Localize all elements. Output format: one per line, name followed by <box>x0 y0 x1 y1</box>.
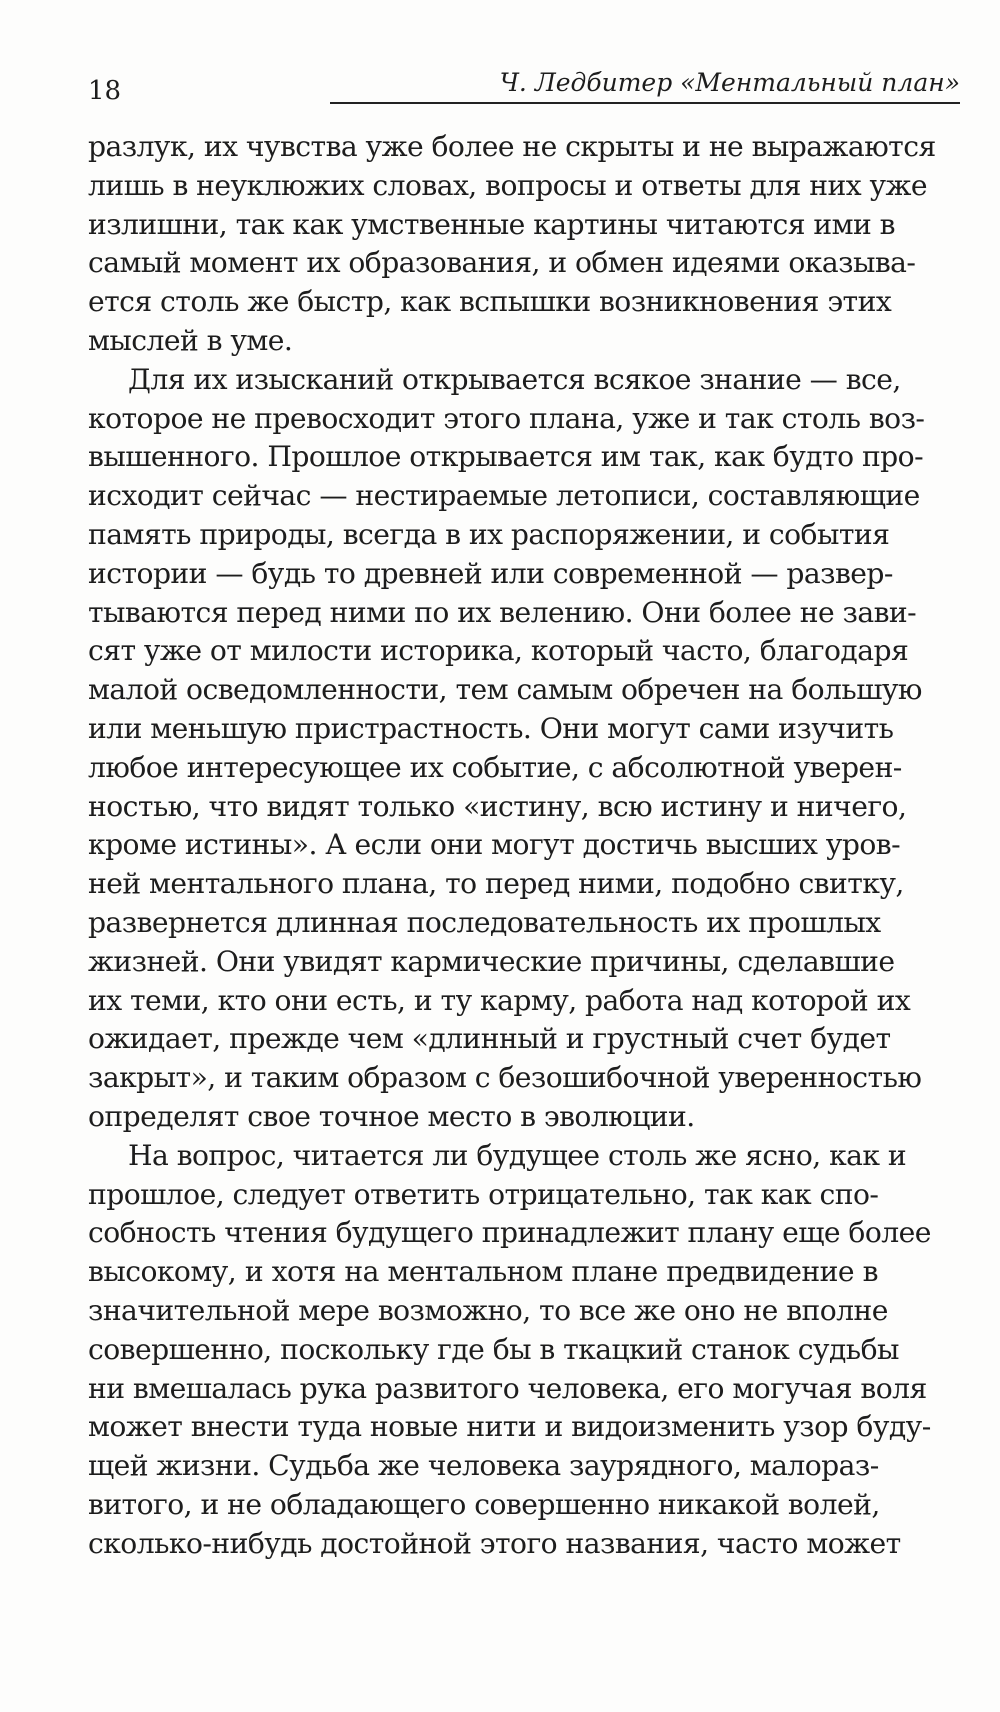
text-line: витого, и не обладающего совершенно никакой волей, <box>88 1487 880 1521</box>
text-line: ни вмешалась рука развитого человека, его могучая воля <box>88 1371 927 1405</box>
text-line: лишь в неуклюжих словах, вопросы и ответы для них уже <box>88 168 928 202</box>
text-line: исходит сейчас — нестираемые летописи, составляющие <box>88 479 920 513</box>
page-header <box>88 64 960 106</box>
text-line: может внести туда новые нити и видоизменить узор буду- <box>88 1410 931 1444</box>
text-line: кроме истины». А если они могут достичь высших уров- <box>88 828 901 862</box>
text-line: малой осведомленности, тем самым обречен на большую <box>88 673 922 707</box>
text-line: излишни, так как умственные картины читаются ими в <box>88 207 895 241</box>
text-line: или меньшую пристрастность. Они могут сами изучить <box>88 711 894 745</box>
text-line: совершенно, поскольку где бы в ткацкий станок судьбы <box>88 1332 899 1366</box>
text-line: память природы, всегда в их распоряжении, и события <box>88 517 890 551</box>
text-line: ожидает, прежде чем «длинный и грустный счет будет <box>88 1022 891 1056</box>
text-line: истории — будь то древней или современной — развер- <box>88 556 893 590</box>
text-line: сколько-нибудь достойной этого названия, часто может <box>88 1526 901 1560</box>
text-line: щей жизни. Судьба же человека заурядного, малораз- <box>88 1449 879 1483</box>
header-rule <box>330 102 960 104</box>
paragraph <box>88 128 936 361</box>
text-line: Для их изысканий открывается всякое знание — все, <box>128 362 901 396</box>
text-line: закрыт», и таким образом с безошибочной уверенностью <box>88 1061 922 1095</box>
text-line: сят уже от милости историка, который часто, благодаря <box>88 634 909 668</box>
body-text <box>88 128 936 1563</box>
paragraph <box>88 1137 931 1564</box>
text-line: высокому, и хотя на ментальном плане предвидение в <box>88 1255 878 1289</box>
text-line: ностью, что видят только «истину, всю истину и ничего, <box>88 789 907 823</box>
paragraph <box>88 361 925 1137</box>
text-line: прошлое, следует ответить отрицательно, так как спо- <box>88 1177 879 1211</box>
text-line: которое не превосходит этого плана, уже и так столь воз- <box>88 401 925 435</box>
text-line: их теми, кто они есть, и ту карму, работа над которой их <box>88 983 911 1017</box>
text-line: вышенного. Прошлое открывается им так, как будто про- <box>88 440 924 474</box>
running-title: Ч. Ледбитер «Ментальный план» <box>499 68 960 97</box>
text-line: тываются перед ними по их велению. Они более не зави- <box>88 595 917 629</box>
text-line: любое интересующее их событие, с абсолютной уверен- <box>88 750 902 784</box>
text-line: На вопрос, читается ли будущее столь же ясно, как и <box>128 1138 907 1172</box>
text-line: ется столь же быстр, как вспышки возникновения этих <box>88 285 892 319</box>
text-line: разлук, их чувства уже более не скрыты и не выражаются <box>88 130 936 163</box>
page-number: 18 <box>88 76 122 106</box>
text-line: значительной мере возможно, то все же оно не вполне <box>88 1293 888 1327</box>
text-line: определят свое точное место в эволюции. <box>88 1099 695 1133</box>
text-line: собность чтения будущего принадлежит плану еще более <box>88 1216 931 1250</box>
text-line: жизней. Они увидят кармические причины, сделавшие <box>88 944 895 978</box>
text-line: ней ментального плана, то перед ними, подобно свитку, <box>88 867 904 901</box>
text-line: развернется длинная последовательность их прошлых <box>88 905 881 939</box>
text-line: мыслей в уме. <box>88 323 293 357</box>
text-line: самый момент их образования, и обмен идеями оказыва- <box>88 246 916 280</box>
